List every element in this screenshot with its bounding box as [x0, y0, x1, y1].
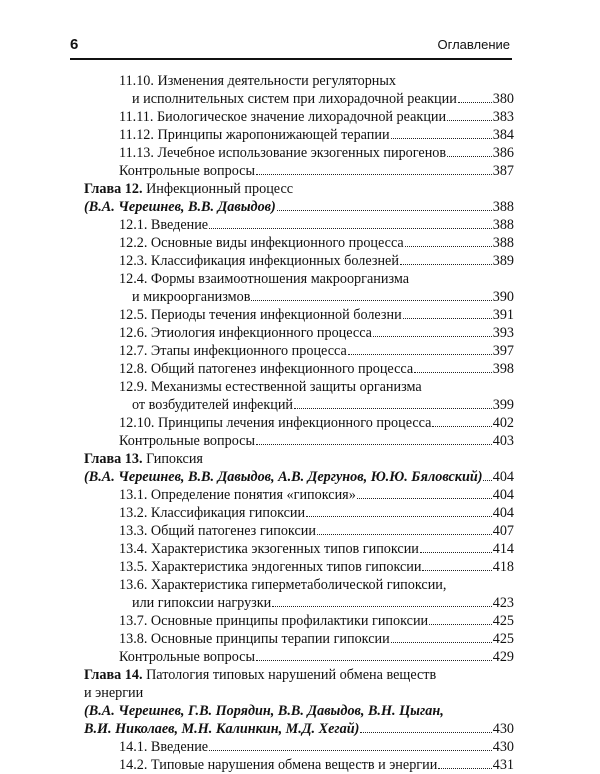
- leader-dots: [251, 300, 491, 301]
- chapter-label: Глава 13.: [84, 451, 143, 467]
- page-ref: 404: [492, 487, 514, 503]
- leader-dots: [348, 354, 492, 355]
- page-ref: 399: [492, 397, 514, 413]
- toc-entry-ch13-questions[interactable]: Контрольные вопросы 429: [119, 649, 514, 665]
- leader-dots: [209, 750, 492, 751]
- page-ref: 388: [492, 217, 514, 233]
- page-ref: 380: [492, 91, 514, 107]
- toc-entry-ch11-questions[interactable]: Контрольные вопросы 387: [119, 163, 514, 179]
- toc-entry-13-3[interactable]: 13.3. Общий патогенез гипоксии 407: [119, 523, 514, 539]
- toc-entry-11-10-line1: 11.10. Изменения деятельности регуляторных: [119, 73, 397, 89]
- leader-dots: [405, 246, 492, 247]
- toc-chapter-14-heading-line2: и энергии: [84, 685, 144, 701]
- leader-dots: [256, 660, 492, 661]
- page-ref: 429: [492, 649, 514, 665]
- leader-dots: [391, 138, 492, 139]
- toc-entry-12-9-line2[interactable]: от возбудителей инфекций 399: [132, 397, 514, 413]
- leader-dots: [306, 516, 492, 517]
- toc-entry-13-6-line2[interactable]: или гипоксии нагрузки 423: [132, 595, 514, 611]
- toc-chapter-12-authors[interactable]: (В.А. Черешнев, В.В. Давыдов) 388: [84, 199, 514, 215]
- running-title: Оглавление: [437, 37, 510, 52]
- toc-entry-12-8[interactable]: 12.8. Общий патогенез инфекционного процесса 398: [119, 361, 514, 377]
- leader-dots: [447, 120, 492, 121]
- leader-dots: [317, 534, 492, 535]
- page-ref: 414: [492, 541, 514, 557]
- toc-entry-11-11[interactable]: 11.11. Биологическое значение лихорадочной реакции 383: [119, 109, 514, 125]
- toc-entry-12-4-line2[interactable]: и микроорганизмов 390: [132, 289, 514, 305]
- leader-dots: [373, 336, 492, 337]
- toc-chapter-13-heading[interactable]: [84, 450, 514, 468]
- toc-entry-12-4-line1: 12.4. Формы взаимоотношения макроорганизма: [119, 271, 410, 287]
- page-ref: 398: [492, 361, 514, 377]
- leader-dots: [360, 732, 491, 733]
- leader-dots: [438, 768, 491, 769]
- page-ref: 403: [492, 433, 514, 449]
- leader-dots: [403, 318, 492, 319]
- page-ref: 384: [492, 127, 514, 143]
- page-ref: 425: [492, 613, 514, 629]
- leader-dots: [483, 480, 491, 481]
- leader-dots: [209, 228, 492, 229]
- running-header: [70, 36, 512, 60]
- toc-entry-11-12[interactable]: 11.12. Принципы жаропонижающей терапии 384: [119, 127, 514, 143]
- page-ref: 425: [492, 631, 514, 647]
- chapter-title: Гипоксия: [146, 451, 203, 467]
- leader-dots: [414, 372, 492, 373]
- toc-chapter-14-authors-line2[interactable]: В.И. Николаев, М.Н. Калинкин, М.Д. Хегай) 430: [84, 721, 514, 737]
- chapter-label: Глава 12.: [84, 181, 143, 197]
- toc-entry-13-4[interactable]: 13.4. Характеристика экзогенных типов гипоксии 414: [119, 541, 514, 557]
- page-ref: 423: [492, 595, 514, 611]
- page-ref: 386: [492, 145, 514, 161]
- chapter-title: Патология типовых нарушений обмена веществ: [146, 667, 437, 683]
- toc-entry-14-1[interactable]: 14.1. Введение 430: [119, 739, 514, 755]
- leader-dots: [272, 606, 491, 607]
- toc-entry-11-13[interactable]: 11.13. Лечебное использование экзогенных пирогенов 386: [119, 145, 514, 161]
- toc-entry-14-2[interactable]: 14.2. Типовые нарушения обмена веществ и энергии 431: [119, 757, 514, 773]
- page-ref: 383: [492, 109, 514, 125]
- toc-entry-12-6[interactable]: 12.6. Этиология инфекционного процесса 393: [119, 325, 514, 341]
- toc-entry-12-10[interactable]: 12.10. Принципы лечения инфекционного процесса 402: [119, 415, 514, 431]
- toc-entry-12-1[interactable]: 12.1. Введение 388: [119, 217, 514, 233]
- toc-entry-12-5[interactable]: 12.5. Периоды течения инфекционной болезни 391: [119, 307, 514, 323]
- toc-entry-12-2[interactable]: 12.2. Основные виды инфекционного процесса 388: [119, 235, 514, 251]
- page-number: 6: [70, 36, 79, 53]
- page-ref: 388: [492, 199, 514, 215]
- page-ref: 391: [492, 307, 514, 323]
- leader-dots: [458, 102, 492, 103]
- page-ref: 397: [492, 343, 514, 359]
- leader-dots: [400, 264, 492, 265]
- leader-dots: [432, 426, 491, 427]
- leader-dots: [277, 210, 492, 211]
- leader-dots: [357, 498, 492, 499]
- toc-entry-ch12-questions[interactable]: Контрольные вопросы 403: [119, 433, 514, 449]
- leader-dots: [429, 624, 492, 625]
- leader-dots: [256, 174, 492, 175]
- toc-chapter-13-authors[interactable]: (В.А. Черешнев, В.В. Давыдов, А.В. Дергунов, Ю.Ю. Бяловский) 404: [84, 469, 514, 485]
- page-ref: 418: [492, 559, 514, 575]
- page-ref: 390: [492, 289, 514, 305]
- toc-entry-11-10-line2[interactable]: и исполнительных систем при лихорадочной реакции 380: [132, 91, 514, 107]
- toc-entry-12-7[interactable]: 12.7. Этапы инфекционного процесса 397: [119, 343, 514, 359]
- page-ref: 387: [492, 163, 514, 179]
- page-ref: 404: [492, 469, 514, 485]
- table-of-contents: [84, 72, 514, 774]
- leader-dots: [422, 570, 491, 571]
- toc-chapter-14-heading[interactable]: [84, 666, 514, 684]
- toc-entry-13-5[interactable]: 13.5. Характеристика эндогенных типов гипоксии 418: [119, 559, 514, 575]
- leader-dots: [256, 444, 492, 445]
- page-ref: 407: [492, 523, 514, 539]
- toc-entry-13-8[interactable]: 13.8. Основные принципы терапии гипоксии 425: [119, 631, 514, 647]
- page-ref: 388: [492, 235, 514, 251]
- leader-dots: [447, 156, 492, 157]
- toc-entry-13-1[interactable]: 13.1. Определение понятия «гипоксия» 404: [119, 487, 514, 503]
- page-ref: 404: [492, 505, 514, 521]
- chapter-label: Глава 14.: [84, 667, 143, 683]
- toc-chapter-14-authors-line1: (В.А. Черешнев, Г.В. Порядин, В.В. Давыдов, В.Н. Цыган,: [84, 703, 444, 719]
- leader-dots: [391, 642, 492, 643]
- page-ref: 393: [492, 325, 514, 341]
- page-ref: 430: [492, 721, 514, 737]
- page-ref: 389: [492, 253, 514, 269]
- toc-entry-13-6-line1: 13.6. Характеристика гиперметаболической гипоксии,: [119, 577, 447, 593]
- toc-entry-12-3[interactable]: 12.3. Классификация инфекционных болезней 389: [119, 253, 514, 269]
- page-ref: 431: [492, 757, 514, 773]
- toc-entry-13-7[interactable]: 13.7. Основные принципы профилактики гипоксии 425: [119, 613, 514, 629]
- toc-entry-13-2[interactable]: 13.2. Классификация гипоксии 404: [119, 505, 514, 521]
- chapter-title: Инфекционный процесс: [146, 181, 294, 197]
- leader-dots: [420, 552, 492, 553]
- page-ref: 402: [492, 415, 514, 431]
- leader-dots: [294, 408, 492, 409]
- toc-entry-12-9-line1: 12.9. Механизмы естественной защиты организма: [119, 379, 422, 395]
- toc-chapter-12-heading[interactable]: [84, 180, 514, 198]
- page-ref: 430: [492, 739, 514, 755]
